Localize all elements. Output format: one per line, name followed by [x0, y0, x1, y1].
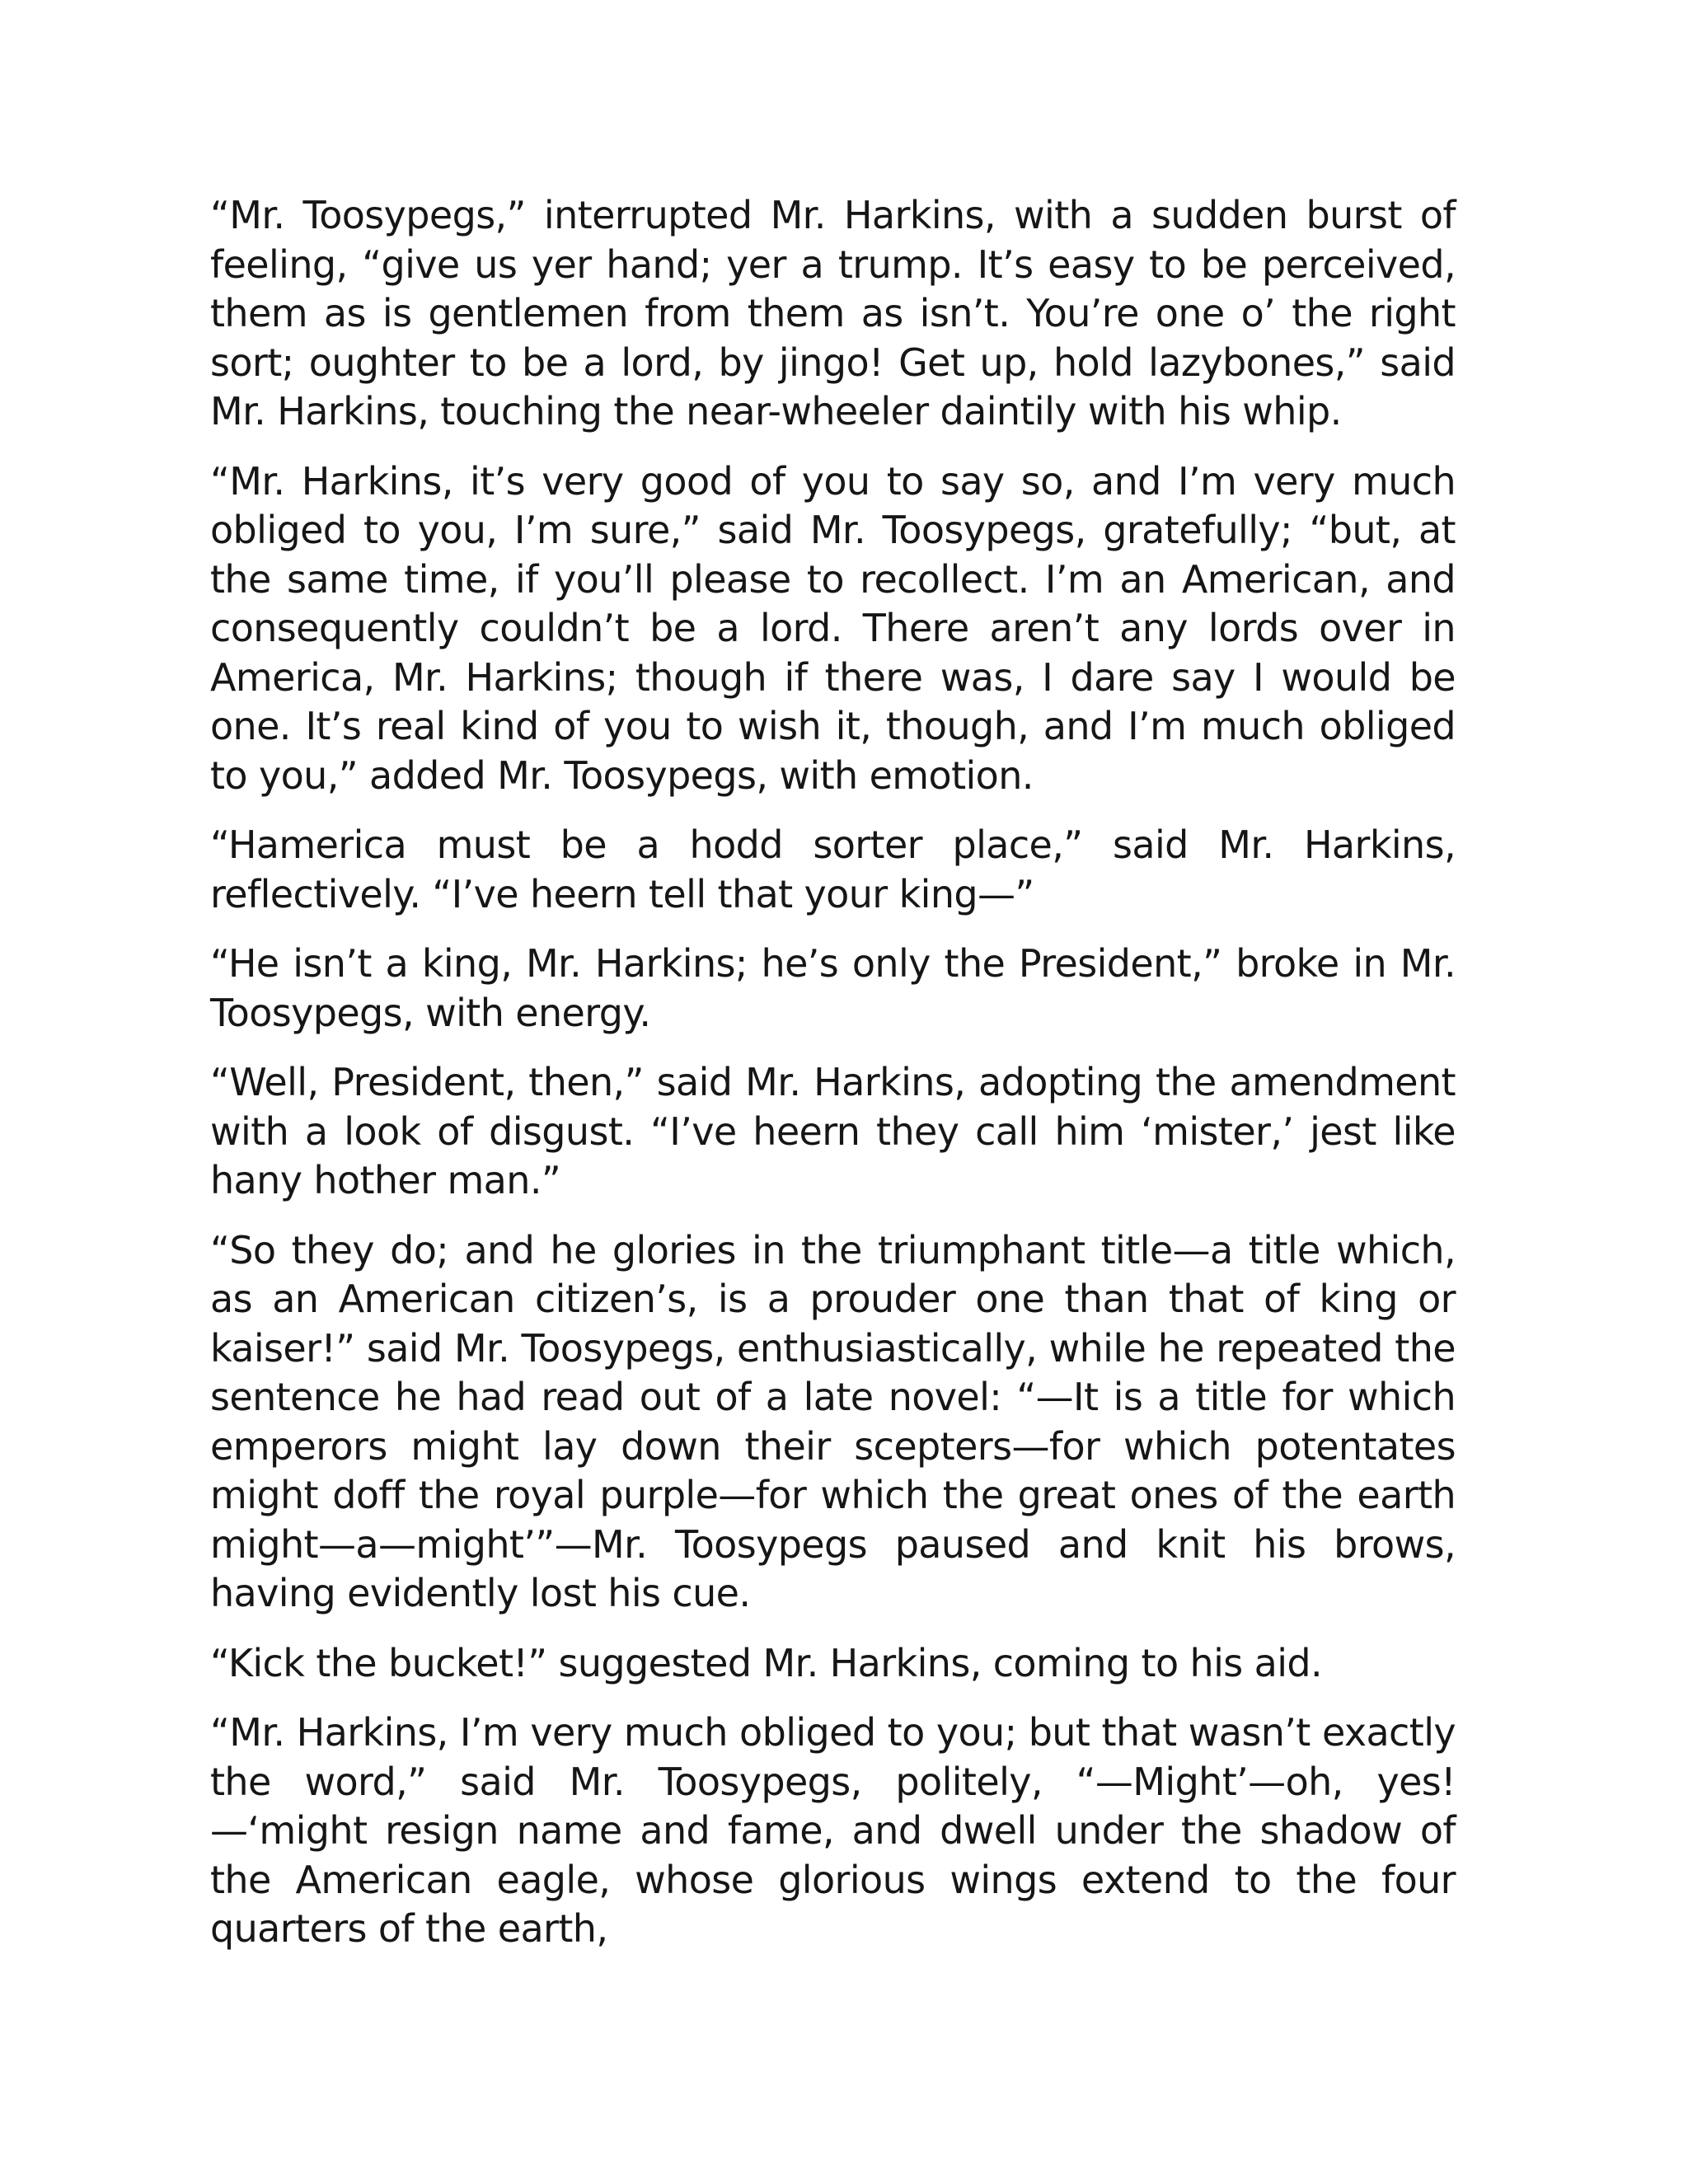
paragraph: “Hamerica must be a hodd sorter place,” said Mr. Harkins, reflectively. “I’ve heern tell that your king—” [210, 823, 1456, 916]
paragraph: “Well, President, then,” said Mr. Harkins, adopting the amendment with a look of disgust. “I’ve heern they call him ‘mister,’ jest like hany hother man.” [210, 1060, 1456, 1202]
paragraph: “He isn’t a king, Mr. Harkins; he’s only the President,” broke in Mr. Toosypegs, with energy. [210, 941, 1456, 1035]
paragraph: “Mr. Toosypegs,” interrupted Mr. Harkins, with a sudden burst of feeling, “give us yer hand; yer a trump. It’s easy to be perceived, them as is gentlemen from them as isn’t. You’re one o’ the right sort; oughter to be a lord, by jingo! Get up, hold lazybones,” said Mr. Harkins, touching the near-wheeler daintily with his whip. [210, 193, 1456, 434]
paragraph: “Kick the bucket!” suggested Mr. Harkins, coming to his aid. [210, 1640, 1323, 1685]
paragraph: “So they do; and he glories in the triumphant title—a title which, as an American citizen’s, is a prouder one than that of king or kaiser!” said Mr. Toosypegs, enthusiastically, while he repeated the sentence he had read out of a late novel: “—It is a title for which emperors might lay down their scepters—for which potentates might doff the royal purple—for which the great ones of the earth might—a—might’”—Mr. Toosypegs paused and knit his brows, having evidently lost his cue. [210, 1227, 1456, 1615]
page-body [210, 191, 1456, 1975]
paragraph: “Mr. Harkins, it’s very good of you to say so, and I’m very much obliged to you, I’m sure,” said Mr. Toosypegs, gratefully; “but, at the same time, if you’ll please to recollect. I’m an American, and consequently couldn’t be a lord. There aren’t any lords over in America, Mr. Harkins; though if there was, I dare say I would be one. It’s real kind of you to wish it, though, and I’m much obliged to you,” added Mr. Toosypegs, with emotion. [210, 458, 1456, 798]
paragraph: “Mr. Harkins, I’m very much obliged to you; but that wasn’t exactly the word,” said Mr. Toosypegs, politely, “—Might’—oh, yes!—‘might resign name and fame, and dwell under the shadow of the American eagle, whose glorious wings extend to the four quarters of the earth, [210, 1710, 1456, 1951]
